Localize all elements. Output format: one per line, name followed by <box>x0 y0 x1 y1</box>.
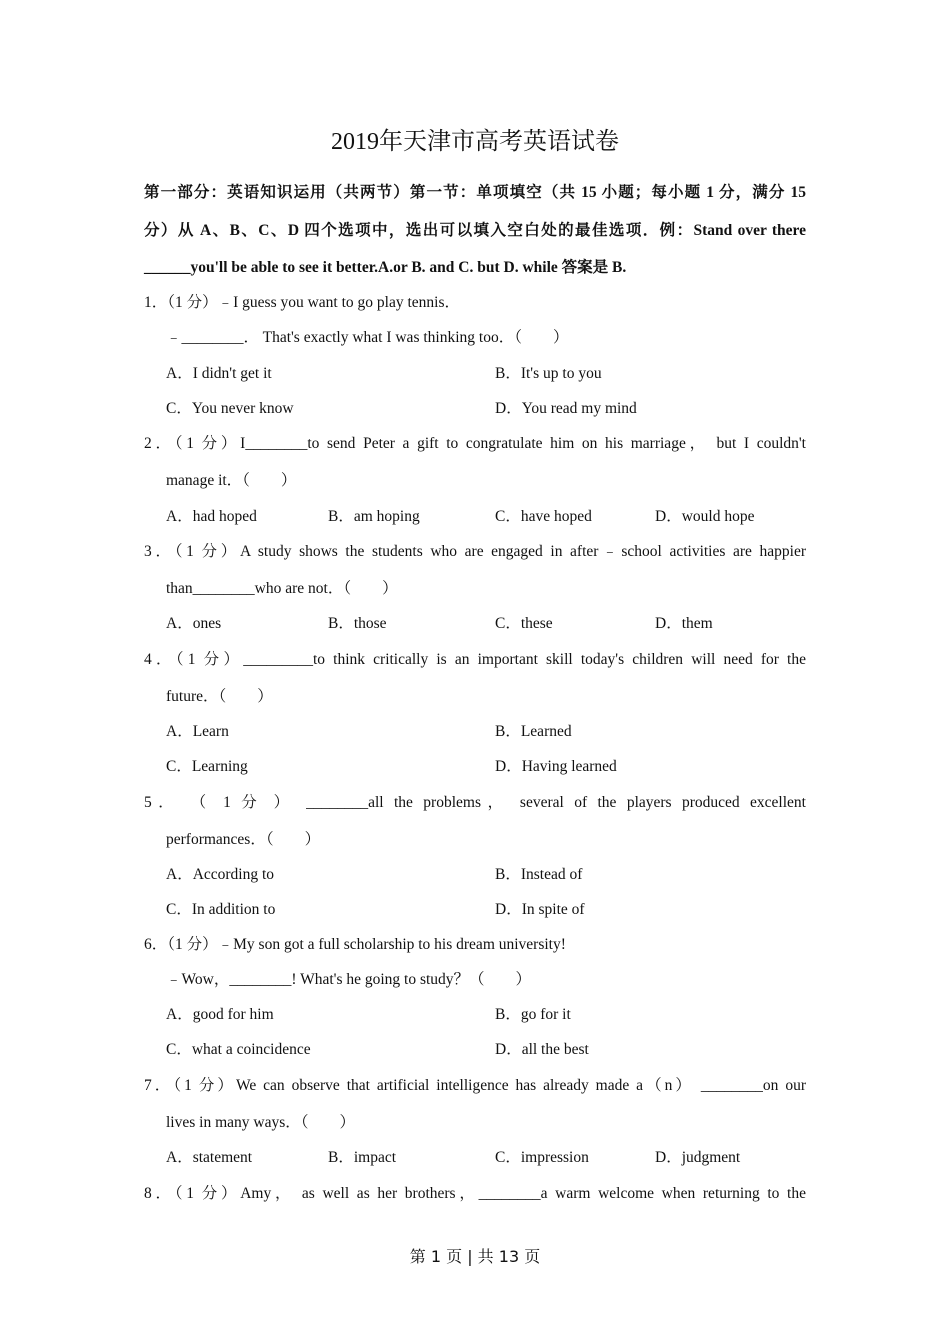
option-b: B．those <box>328 615 387 632</box>
option-a: A．statement <box>166 1149 253 1166</box>
option-c: C．what a coincidence <box>166 1041 311 1058</box>
option-b: B．Instead of <box>495 866 583 883</box>
option-d: D．would hope <box>655 508 755 525</box>
section-intro-line: 分）从 A、B、C、D 四个选项中，选出可以填入空白处的最佳选项．例：Stand over there <box>144 222 806 239</box>
option-b: B．am hoping <box>328 508 420 525</box>
option-c: C．have hoped <box>495 508 592 525</box>
option-c: C．these <box>495 615 553 632</box>
question-stem: ﹣Wow，________! What's he going to study？（ ） <box>166 971 532 988</box>
question-stem: 5． （ 1 分 ） ________all the problems， several of the players produced excellent <box>144 794 806 811</box>
question-stem: ﹣________． That's exactly what I was thinking too．（ ） <box>166 329 569 346</box>
option-a: A．I didn't get it <box>166 365 272 382</box>
option-b: B．go for it <box>495 1006 571 1023</box>
question-stem: performances．（ ） <box>166 831 321 848</box>
option-d: D．them <box>655 615 713 632</box>
option-a: A．According to <box>166 866 275 883</box>
page-footer: 第 1 页 | 共 13 页 <box>409 1247 541 1266</box>
section-intro-line: 第一部分：英语知识运用（共两节）第一节：单项填空（共 15 小题；每小题 1 分，满分 15 <box>144 184 806 201</box>
question-stem: future．（ ） <box>166 688 273 705</box>
question-stem: lives in many ways．（ ） <box>166 1114 355 1131</box>
question-stem: manage it．（ ） <box>166 472 297 489</box>
option-d: D．You read my mind <box>495 400 637 417</box>
option-b: B．impact <box>328 1149 397 1166</box>
question-stem: 4．（1 分）_________to think critically is an important skill today's children will need for the <box>144 651 806 668</box>
option-c: C．impression <box>495 1149 589 1166</box>
option-a: A．had hoped <box>166 508 257 525</box>
question-stem: 2．（1 分）I________to send Peter a gift to congratulate him on his marriage， but I couldn't <box>144 435 806 452</box>
question-stem: 1．（1 分）﹣I guess you want to go play tennis． <box>144 294 461 311</box>
option-d: D．In spite of <box>495 901 585 918</box>
option-d: D．judgment <box>655 1149 741 1166</box>
option-a: A．good for him <box>166 1006 274 1023</box>
option-a: A．ones <box>166 615 222 632</box>
option-c: C．Learning <box>166 758 248 775</box>
option-b: B．Learned <box>495 723 572 740</box>
option-d: D．all the best <box>495 1041 589 1058</box>
option-c: C．You never know <box>166 400 294 417</box>
question-stem: 8．（1 分）Amy， as well as her brothers，________a warm welcome when returning to the <box>144 1185 806 1202</box>
option-b: B．It's up to you <box>495 365 602 382</box>
question-stem: than________who are not．（ ） <box>166 580 398 597</box>
question-stem: 3．（1 分）A study shows the students who are engaged in after﹣school activities are happier <box>144 543 806 560</box>
option-d: D．Having learned <box>495 758 617 775</box>
question-stem: 6．（1 分）﹣My son got a full scholarship to his dream university! <box>144 936 566 953</box>
section-intro-line: ______you'll be able to see it better.A.or B. and C. but D. while 答案是 B. <box>144 259 627 276</box>
option-a: A．Learn <box>166 723 229 740</box>
option-c: C．In addition to <box>166 901 276 918</box>
question-stem: 7．（1 分）We can observe that artificial intelligence has already made a（n） ________on our <box>144 1077 806 1094</box>
document-title: 2019年天津市高考英语试卷 <box>331 129 619 155</box>
